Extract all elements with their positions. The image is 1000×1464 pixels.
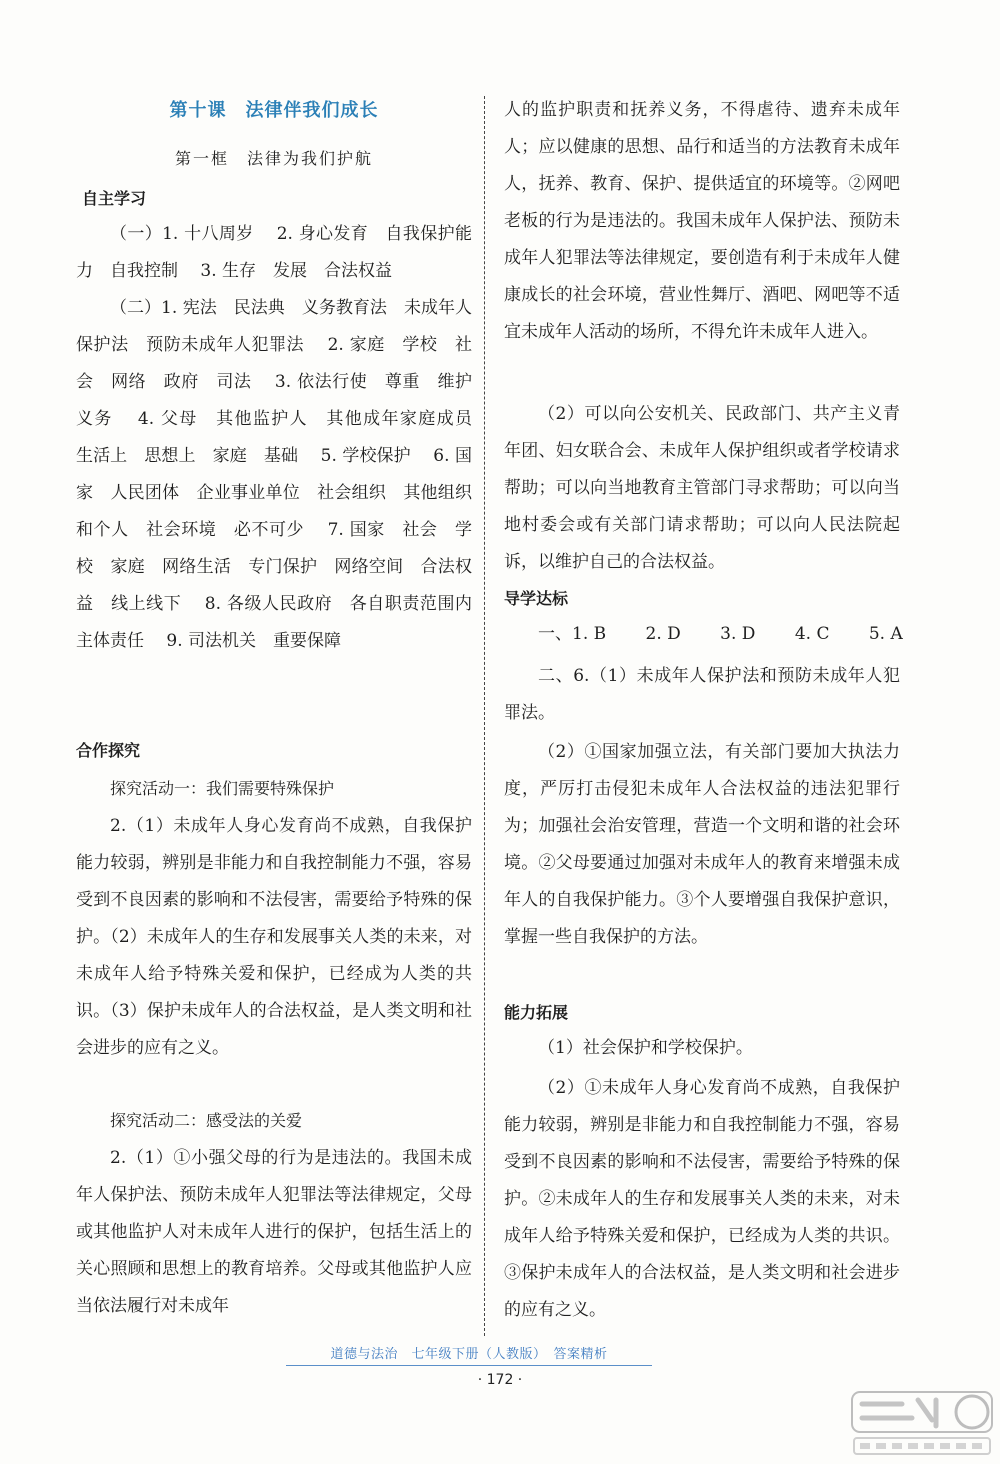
column-divider bbox=[484, 96, 485, 1336]
choice-answers: 一、1. B 2. D 3. D 4. C 5. A bbox=[538, 624, 903, 644]
extension-part1: （1）社会保护和学校保护。 bbox=[538, 1038, 753, 1058]
activity-two-answer: 2.（1）①小强父母的行为是违法的。我国未成年人保护法、预防未成年人犯罪法等法律规定，父母或其他监护人对未成年人进行的保护，包括生活上的关心照顾和思想上的教育培养。父母或其他监护人应当依法履行对未成年 bbox=[76, 1148, 472, 1316]
question-6-part2: （2）①国家加强立法，有关部门要加大执法力度，严厉打击侵犯未成年人合法权益的违法犯罪行为；加强社会治安管理，营造一个文明和谐的社会环境。②父母要通过加强对未成年人的教育来增强未成年人的自我保护能力。③个人要增强自我保护意识，掌握一些自我保护的方法。 bbox=[504, 742, 900, 947]
watermark-logo-graphic bbox=[846, 1388, 998, 1460]
question-6-part1: 二、6.（1）未成年人保护法和预防未成年人犯罪法。 bbox=[504, 666, 900, 723]
activity-two-part2: （2）可以向公安机关、民政部门、共产主义青年团、妇女联合会、未成年人保护组织或者学校请求帮助；可以向当地教育主管部门寻求帮助；可以向当地村委会或有关部门请求帮助；可以向人民法院起诉，以维护自己的合法权益。 bbox=[504, 404, 900, 572]
self-study-part1: （一）1. 十八周岁 2. 身心发育 自我保护能力 自我控制 3. 生存 发展 合法权益 bbox=[76, 224, 472, 281]
heading-self-study: 自主学习 bbox=[82, 189, 147, 208]
heading-cooperative-inquiry: 合作探究 bbox=[76, 741, 141, 760]
activity-two-title: 探究活动二：感受法的关爱 bbox=[110, 1111, 303, 1130]
section-subtitle: 第一框 法律为我们护航 bbox=[174, 149, 373, 168]
self-study-part2: （二）1. 宪法 民法典 义务教育法 未成年人保护法 预防未成年人犯罪法 2. 家庭 学校 社会 网络 政府 司法 3. 依法行使 尊重 维护 义务 4. 父母 其他监护人 其他成年家庭成员 生活上 思想上 家庭 基础 5. 学校保护 6. 国家 人民团体 企业事业单位 社会组织 其他组织和个人 社会环境 必不可少 7. 国家 社会 学校 家庭 网络生活 专门保护 网络空间 合法权益 线上线下 8. 各级人民政府 各自职责范围内 主体责任 9. 司法机关 重要保障 bbox=[76, 298, 489, 651]
footer-book-title: 道德与法治 七年级下册（人教版） 答案精析 bbox=[286, 1347, 652, 1366]
page-number: · 172 · bbox=[477, 1372, 523, 1388]
heading-guided-goals: 导学达标 bbox=[504, 589, 569, 608]
lesson-title: 第十课 法律伴我们成长 bbox=[169, 100, 379, 121]
watermark-logo bbox=[846, 1388, 998, 1460]
extension-part2: （2）①未成年人身心发育尚不成熟，自我保护能力较弱，辨别是非能力和自我控制能力不强，容易受到不良因素的影响和不法侵害，需要给予特殊的保护。②未成年人的生存和发展事关人类的未来，对未成年人给予特殊关爱和保护，已经成为人类的共识。③保护未成年人的合法权益，是人类文明和社会进步的应有之义。 bbox=[504, 1078, 900, 1320]
activity-two-continued: 人的监护职责和抚养义务，不得虐待、遗弃未成年人；应以健康的思想、品行和适当的方法教育未成年人，抚养、教育、保护、提供适宜的环境等。②网吧老板的行为是违法的。我国未成年人保护法、预防未成年人犯罪法等法律规定，要创造有利于未成年人健康成长的社会环境，营业性舞厅、酒吧、网吧等不适宜未成年人活动的场所，不得允许未成年人进入。 bbox=[504, 100, 900, 342]
activity-one-answer: 2.（1）未成年人身心发育尚不成熟，自我保护能力较弱，辨别是非能力和自我控制能力不强，容易受到不良因素的影响和不法侵害，需要给予特殊的保护。（2）未成年人的生存和发展事关人类的未来，对未成年人给予特殊关爱和保护，已经成为人类的共识。（3）保护未成年人的合法权益，是人类文明和社会进步的应有之义。 bbox=[76, 816, 472, 1058]
heading-ability-extension: 能力拓展 bbox=[504, 1003, 569, 1022]
activity-one-title: 探究活动一：我们需要特殊保护 bbox=[110, 779, 335, 798]
